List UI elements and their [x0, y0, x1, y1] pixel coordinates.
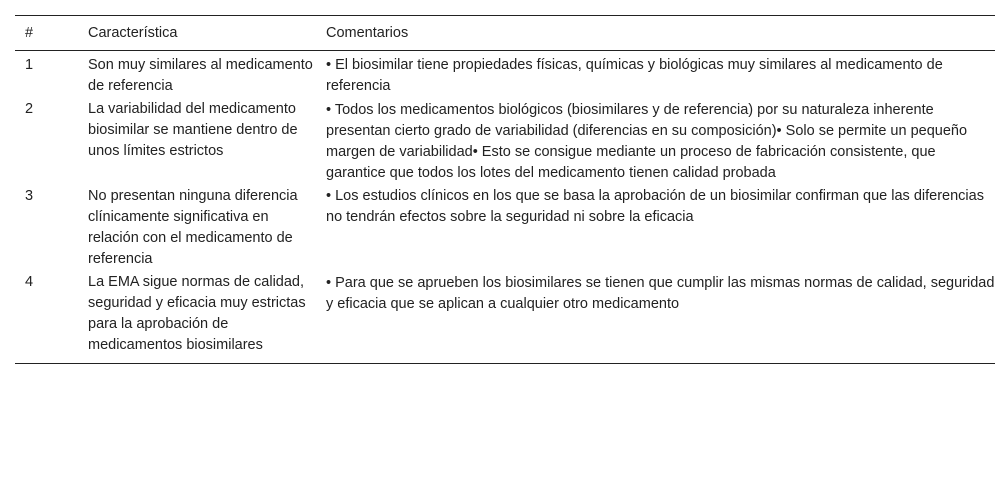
table-body — [15, 51, 995, 364]
header-num: # — [25, 25, 34, 41]
table-row — [15, 51, 995, 98]
row-caracteristica: La EMA sigue normas de calidad, seguridad y eficacia muy estrictas para la aprobación de medicamentos biosimilares — [88, 274, 306, 353]
row-number: 1 — [25, 57, 34, 73]
biosimilar-characteristics-table-container — [15, 15, 995, 364]
row-caracteristica: No presentan ninguna diferencia clínicamente significativa en relación con el medicamento de referencia — [88, 188, 298, 267]
table-header — [15, 16, 995, 51]
header-row — [15, 16, 995, 51]
row-caracteristica: La variabilidad del medicamento biosimilar se mantiene dentro de unos límites estrictos — [88, 101, 298, 159]
row-comentarios: • Los estudios clínicos en los que se basa la aprobación de un biosimilar confirman que las diferencias no tendrán efectos sobre la seguridad ni sobre la eficacia — [326, 188, 984, 225]
table-row — [15, 184, 995, 270]
table-row — [15, 97, 995, 184]
row-caracteristica: Son muy similares al medicamento de referencia — [88, 57, 313, 94]
row-number: 4 — [25, 274, 34, 290]
row-comentarios: • Todos los medicamentos biológicos (biosimilares y de referencia) por su naturaleza inherente presentan cierto grado de variabilidad (diferencias en su composición)• Solo se permite un pequeño margen de variabilidad• Esto se consigue mediante un proceso de fabricación consistente, que garantice que todos los lotes del medicamento tienen calidad probada — [326, 102, 968, 181]
header-caracteristica: Característica — [88, 25, 178, 41]
biosimilar-characteristics-table — [15, 15, 995, 364]
row-number: 2 — [25, 101, 34, 117]
row-comentarios: • Para que se aprueben los biosimilares se tienen que cumplir las mismas normas de calidad, seguridad y eficacia que se aplican a cualquier otro medicamento — [326, 275, 995, 312]
table-row — [15, 270, 995, 364]
row-comentarios: • El biosimilar tiene propiedades físicas, químicas y biológicas muy similares al medicamento de referencia — [326, 57, 943, 94]
row-number: 3 — [25, 188, 34, 204]
header-comentarios: Comentarios — [326, 25, 409, 41]
